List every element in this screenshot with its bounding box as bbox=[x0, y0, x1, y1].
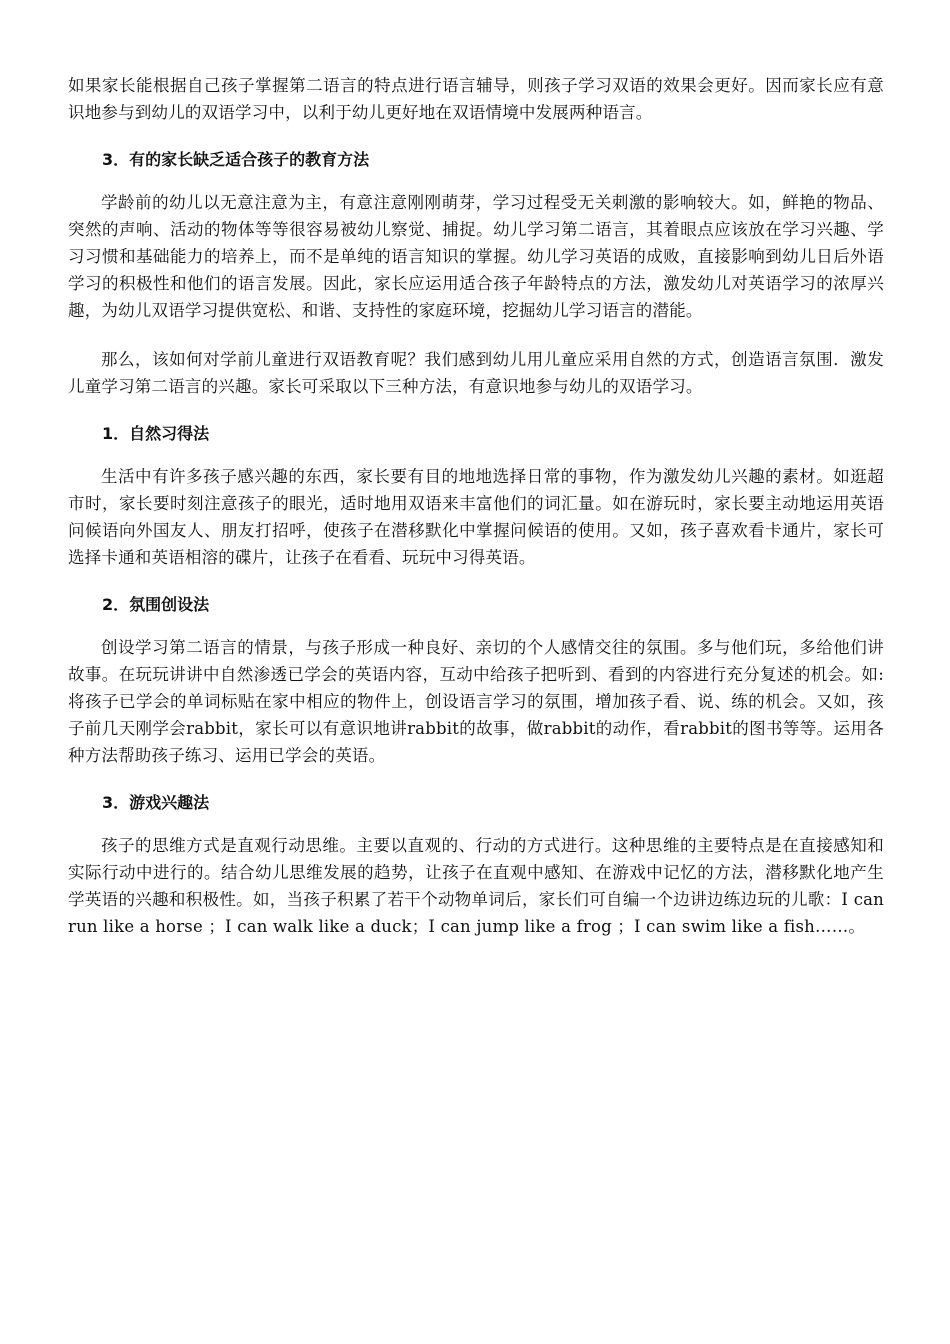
paragraph-atmosphere-creation: 创设学习第二语言的情景，与孩子形成一种良好、亲切的个人感情交往的氛围。多与他们玩，多给他们讲故事。在玩玩讲讲中自然渗透已学会的英语内容，互动中给孩子把听到、看到的内容进行充分复述的机会。如:将孩子已学会的单词标贴在家中相应的物件上，创设语言学习的氛围，增加孩子看、说、练的机会。又如，孩子前几天刚学会rabbit，家长可以有意识地讲rabbit的故事，做rabbit的动作，看rabbit的图书等等。运用各种方法帮助孩子练习、运用已学会的英语。 bbox=[68, 638, 884, 765]
paragraph-attention-interest: 学龄前的幼儿以无意注意为主，有意注意刚刚萌芽，学习过程受无关刺激的影响较大。如，鲜艳的物品、突然的声响、活动的物体等等很容易被幼儿察觉、捕捉。幼儿学习第二语言，其着眼点应该放在学习兴趣、学习习惯和基础能力的培养上，而不是单纯的语言知识的掌握。幼儿学习英语的成败，直接影响到幼儿日后外语学习的积极性和他们的语言发展。因此，家长应运用适合孩子年龄特点的方法，激发幼儿对英语学习的浓厚兴趣，为幼儿双语学习提供宽松、和谐、支持性的家庭环境，挖掘幼儿学习语言的潜能。 bbox=[68, 193, 884, 320]
heading-natural-acquisition: 1．自然习得法 bbox=[102, 424, 210, 443]
document-page bbox=[68, 72, 884, 940]
paragraph-game-interest: 孩子的思维方式是直观行动思维。主要以直观的、行动的方式进行。这种思维的主要特点是在直接感知和实际行动中进行的。结合幼儿思维发展的趋势，让孩子在直观中感知、在游戏中记忆的方法，潜移默化地产生学英语的兴趣和积极性。如，当孩子积累了若干个动物单词后，家长们可自编一个边讲边练边玩的儿歌：I can run like a horse ；I can walk like a duck；I can jump like a frog ；I can swim like a fish……。 bbox=[68, 836, 884, 936]
paragraph-parent-guidance: 如果家长能根据自己孩子掌握第二语言的特点进行语言辅导，则孩子学习双语的效果会更好。因而家长应有意识地参与到幼儿的双语学习中，以利于幼儿更好地在双语情境中发展两种语言。 bbox=[68, 76, 884, 122]
heading-atmosphere-creation: 2．氛围创设法 bbox=[102, 595, 210, 614]
heading-game-interest: 3．游戏兴趣法 bbox=[102, 793, 210, 812]
heading-teaching-methods: 3．有的家长缺乏适合孩子的教育方法 bbox=[102, 150, 370, 169]
paragraph-three-methods-intro: 那么，该如何对学前儿童进行双语教育呢？我们感到幼儿用儿童应采用自然的方式，创造语言氛围．激发儿童学习第二语言的兴趣。家长可采取以下三种方法，有意识地参与幼儿的双语学习。 bbox=[68, 350, 884, 396]
paragraph-natural-acquisition: 生活中有许多孩子感兴趣的东西，家长要有目的地地选择日常的事物，作为激发幼儿兴趣的素材。如逛超市时，家长要时刻注意孩子的眼光，适时地用双语来丰富他们的词汇量。如在游玩时，家长要主动地运用英语问候语向外国友人、朋友打招呼，使孩子在潜移默化中掌握问候语的使用。又如，孩子喜欢看卡通片，家长可选择卡通和英语相溶的碟片，让孩子在看看、玩玩中习得英语。 bbox=[68, 467, 884, 567]
